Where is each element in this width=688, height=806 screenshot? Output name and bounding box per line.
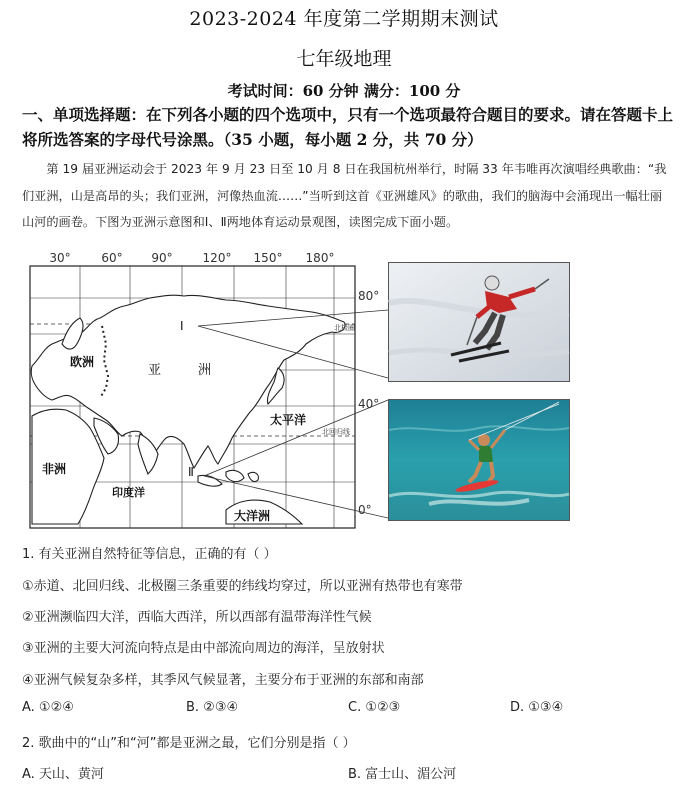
question-1-statement: ①赤道、北回归线、北极圈三条重要的纬线均穿过，所以亚洲有热带也有寒带 — [22, 579, 463, 594]
lon-label: 120° — [202, 251, 232, 265]
question-1-statement: ②亚洲濒临四大洋，西临大西洋，所以西部有温带海洋性气候 — [22, 610, 372, 625]
section-heading: 一、单项选择题：在下列各小题的四个选项中，只有一个选项最符合题目的要求。请在答题卡上将所选答案的字母代号涂黑。（35 小题，每小题 2 分，共 70 分） — [22, 105, 674, 149]
label-oceania: 大洋洲 — [234, 509, 271, 523]
lat-label: 80° — [358, 289, 380, 303]
lat-label: 40° — [358, 397, 380, 411]
exam-info: 考试时间：60 分钟 满分：100 分 — [227, 82, 461, 100]
question-2-stem: 2. 歌曲中的“山”和“河”都是亚洲之最，它们分别是指（ ） — [22, 736, 356, 751]
question-2-option-b[interactable]: B. 富士山、湄公河 — [348, 767, 457, 782]
photo-kitesurfing — [388, 399, 570, 521]
lat-label: 0° — [358, 503, 372, 517]
label-indian: 印度洋 — [112, 486, 145, 499]
label-point-1: Ⅰ — [180, 319, 184, 333]
lon-label: 150° — [253, 251, 283, 265]
label-asia: 亚 — [148, 363, 162, 378]
exam-title: 2023-2024 年度第二学期期末测试 — [189, 8, 499, 30]
lon-label: 60° — [101, 251, 123, 265]
exam-subtitle: 七年级地理 — [296, 48, 392, 70]
label-tropic: 北回归线 — [322, 428, 350, 436]
lon-label: 180° — [305, 251, 335, 265]
lon-label: 90° — [151, 251, 173, 265]
label-europe: 欧洲 — [70, 355, 95, 369]
lon-label: 30° — [49, 251, 71, 265]
label-pacific: 太平洋 — [270, 413, 307, 427]
question-2-option-a[interactable]: A. 天山、黄河 — [22, 767, 104, 782]
skier-icon — [389, 263, 569, 381]
passage-intro: 第 19 届亚洲运动会于 2023 年 9 月 23 日至 10 月 8 日在我国杭州举行，时隔 33 年韦唯再次演唱经典歌曲：“我们亚洲，山是高昂的头；我们亚洲，河像热血流……”当听到这首《亚洲雄风》的歌曲，我们的脑海中会涌现出一幅壮丽山河的画卷。下图为亚洲示意图和Ⅰ、Ⅱ两地体育运动景观图，读图完成下面小题。 — [22, 162, 667, 229]
question-1-statement: ④亚洲气候复杂多样，其季风气候显著，主要分布于亚洲的东部和南部 — [22, 673, 424, 688]
label-asia: 洲 — [198, 363, 212, 378]
question-1-statement: ③亚洲的主要大河流向特点是由中部流向周边的海洋，呈放射状 — [22, 641, 385, 656]
question-1-option-a[interactable]: A. ①②④ — [22, 700, 74, 715]
label-arctic-circle: 北极圈 — [334, 324, 355, 332]
photo-skiing — [388, 262, 570, 382]
question-1-option-b[interactable]: B. ②③④ — [186, 700, 239, 715]
asia-map — [22, 248, 380, 533]
kitesurfer-icon — [389, 400, 569, 520]
question-1-option-d[interactable]: D. ①③④ — [510, 700, 564, 715]
label-africa: 非洲 — [42, 462, 67, 476]
question-1-option-c[interactable]: C. ①②③ — [348, 700, 401, 715]
label-point-2: Ⅱ — [188, 465, 194, 479]
question-1-stem: 1. 有关亚洲自然特征等信息，正确的有（ ） — [22, 547, 277, 562]
